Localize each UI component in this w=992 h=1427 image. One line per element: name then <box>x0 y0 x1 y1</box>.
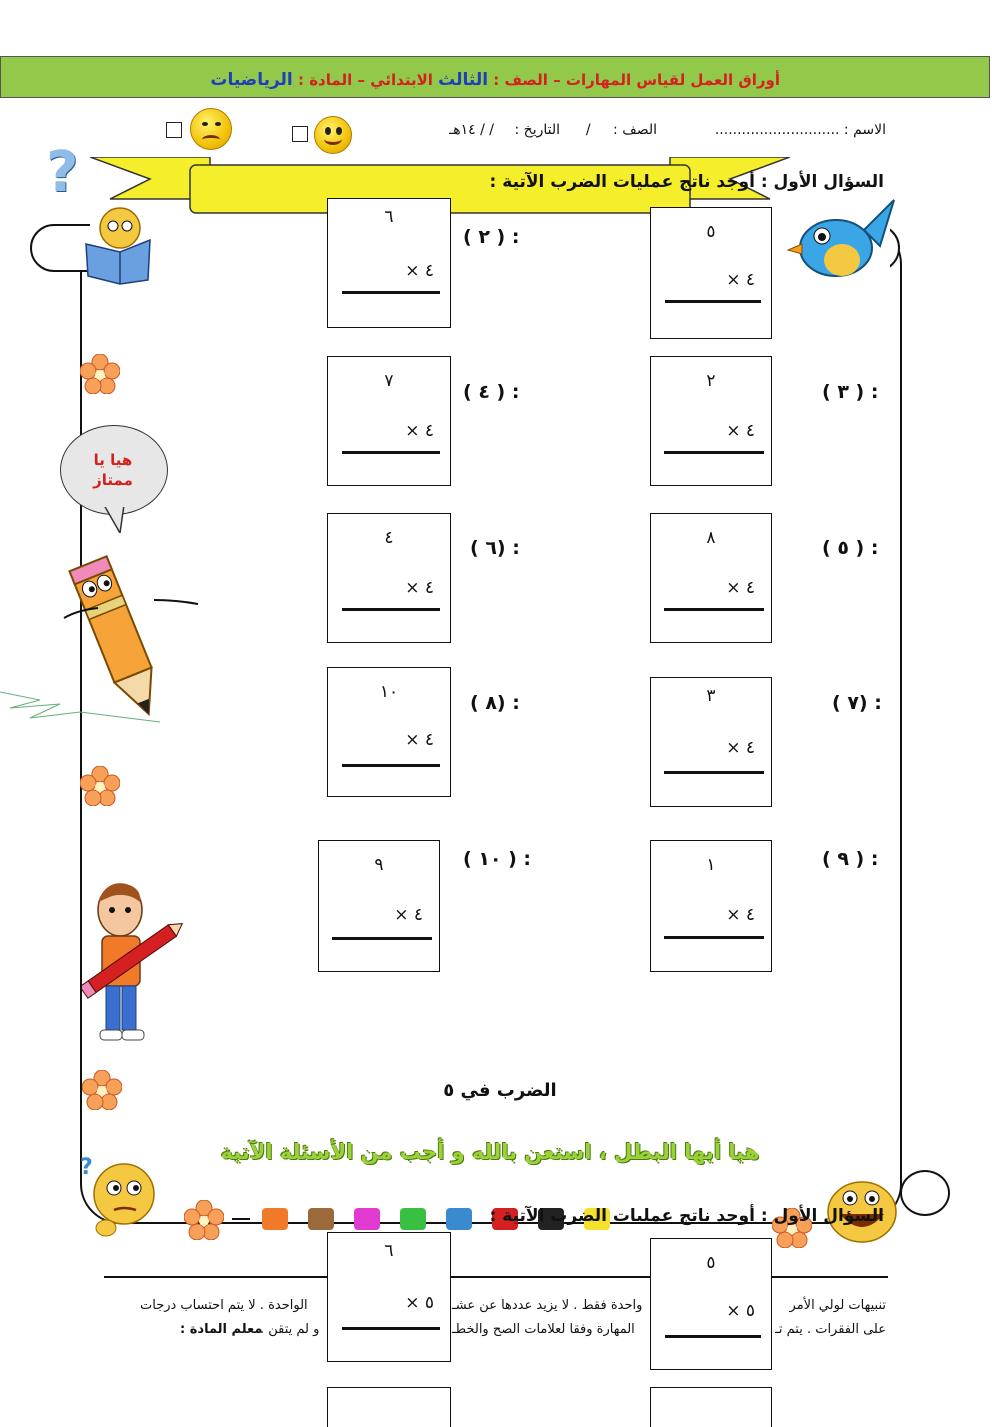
pencil-icon <box>308 1208 334 1230</box>
pencil-icon <box>354 1208 380 1230</box>
name-field: الاسم : ............................ <box>714 122 886 138</box>
question-box-partial <box>650 1387 772 1427</box>
question-label-10: : ( ١٠ ) <box>463 848 532 870</box>
question-label-4: : ( ٤ ) <box>463 381 520 403</box>
sad-checkbox[interactable] <box>166 122 182 138</box>
flower-icon <box>184 1200 224 1240</box>
question-box-4: ٧ ٤ × <box>327 356 451 486</box>
sad-face-icon <box>190 108 232 150</box>
motto-text: هيا أيها البطل ، استعن بالله و أجب من الأسئلة الآتية <box>220 1140 760 1164</box>
thinking-face-icon <box>78 1150 158 1244</box>
question-label-6: : (٦ ) <box>470 537 520 559</box>
reading-kid-icon <box>82 204 154 286</box>
question-label-8: : (٨ ) <box>470 692 520 714</box>
grade-label: الصف : <box>493 71 548 89</box>
speech-bubble-text: هيا يا ممتاز <box>93 451 133 489</box>
footer-note-2-mid: المهارة وفقا لعلامات الصح والخطـ <box>452 1322 635 1337</box>
scroll-roll-bottom <box>900 1170 950 1216</box>
footer-note-2-mid2: و لم يتقن . <box>260 1322 320 1337</box>
question-label-5: : ( ٥ ) <box>822 537 879 559</box>
footer-note-1: تنبيهات لولي الأمر <box>789 1298 886 1313</box>
stage-label: الابتدائي <box>370 71 433 89</box>
pencil-icon <box>262 1208 288 1230</box>
squiggle-line <box>0 684 170 724</box>
question-box-10: ٩ ٤ × <box>318 840 440 972</box>
header-title: أوراق العمل لقياس المهارات <box>565 71 780 89</box>
question-box-partial <box>327 1387 451 1427</box>
section2-heading: الضرب في ٥ <box>443 1080 557 1101</box>
question-box-2-1: ٥ ٥ × <box>650 1238 772 1370</box>
date-field: التاريخ : / / ١٤هـ <box>449 122 560 138</box>
teacher-label: معلم المادة : <box>180 1322 263 1337</box>
question-box-2: ٦ ٤ × <box>327 198 451 328</box>
question-box-2-2: ٦ ٥ × <box>327 1232 451 1362</box>
question-box-5: ٨ ٤ × <box>650 513 772 643</box>
question-label-2: : ( ٢ ) <box>463 226 520 248</box>
flower-icon <box>80 354 120 394</box>
bird-icon <box>784 196 896 288</box>
footer-note-1-mid: واحدة فقط . لا يزيد عددها عن عشـ <box>452 1298 643 1313</box>
happy-checkbox[interactable] <box>292 126 308 142</box>
grade-value: الثالث <box>438 70 489 90</box>
question-box-7: ٣ ٤ × <box>650 677 772 807</box>
question-box-8: ١٠ ٤ × <box>327 667 451 797</box>
subject-value: الرياضيات <box>210 70 293 90</box>
question-label-9: : ( ٩ ) <box>822 848 879 870</box>
svg-text:?: ? <box>80 1155 93 1180</box>
footer-note-2: على الفقرات . يتم تـ <box>775 1322 886 1337</box>
class-field: الصف : / <box>585 122 657 138</box>
subject-label: المادة : <box>297 71 353 89</box>
section1-title: السؤال الأول : أوجد ناتج عمليات الضرب الآتية : <box>489 172 884 192</box>
question-label-3: : ( ٣ ) <box>822 381 879 403</box>
question-box-9: ١ ٤ × <box>650 840 772 972</box>
question-box-3: ٢ ٤ × <box>650 356 772 486</box>
question-mark-icon: ? <box>46 140 79 205</box>
boy-with-pencil-icon <box>82 880 192 1046</box>
flower-icon <box>82 1070 122 1110</box>
question-box-6: ٤ ٤ × <box>327 513 451 643</box>
section2-title: السؤال الأول : أوجد ناتج عمليات الضرب الآتية : <box>489 1206 884 1226</box>
footer-note-1-left: الواحدة . لا يتم احتساب درجات <box>140 1298 308 1313</box>
worksheet-header: أوراق العمل لقياس المهارات – الصف : الثالث الابتدائي – المادة : الرياضيات <box>210 70 780 90</box>
pencil-icon <box>400 1208 426 1230</box>
question-label-7: : (٧ ) <box>832 692 882 714</box>
happy-face-icon <box>314 116 352 154</box>
flower-icon <box>80 766 120 806</box>
pencil-icon <box>446 1208 472 1230</box>
question-box-1: ٥ ٤ × <box>650 207 772 339</box>
